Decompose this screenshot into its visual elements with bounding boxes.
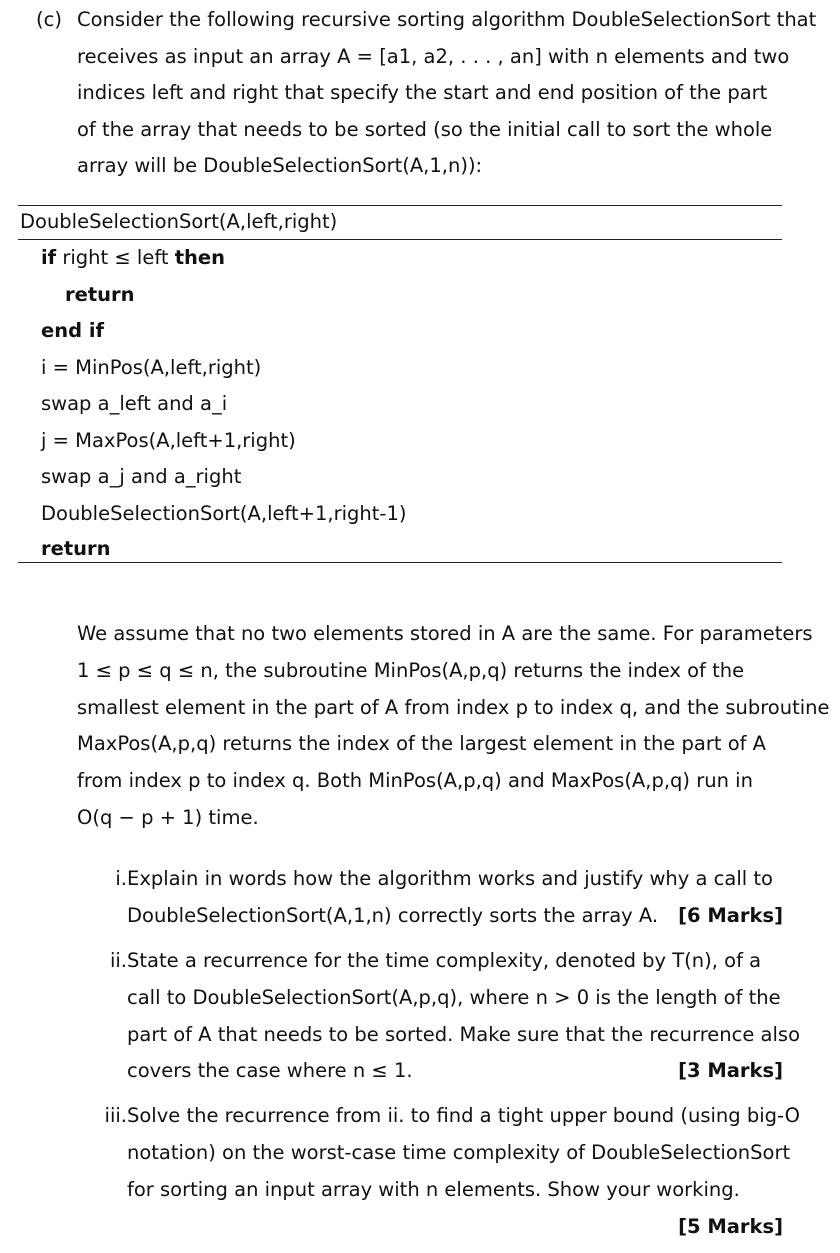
question-line <box>95 979 783 1016</box>
question-line <box>95 942 783 979</box>
paragraph-line: from index p to index q. Both MinPos(A,p,q) and MaxPos(A,p,q) run in <box>77 769 753 793</box>
question-line <box>95 897 783 934</box>
question-text: part of A that needs to be sorted. Make sure that the recurrence also <box>127 1022 801 1046</box>
algo-line-end-if: end if <box>41 319 105 342</box>
algo-line-recursive-call: DoubleSelectionSort(A,left+1,right-1) <box>41 501 407 525</box>
question-text: State a recurrence for the time complexity, denoted by T(n), of a <box>127 948 762 972</box>
question-text: for sorting an input array with n elements. Show your working. <box>127 1178 740 1202</box>
question-text: DoubleSelectionSort(A,1,n) correctly sorts the array A. <box>127 903 659 927</box>
assumption-paragraph <box>77 615 830 836</box>
intro-text: Consider the following recursive sorting algorithm DoubleSelectionSort that <box>77 8 817 31</box>
sub-question-i <box>95 860 783 934</box>
question-line <box>95 1097 800 1134</box>
intro-line: indices left and right that specify the start and end position of the part <box>77 81 768 105</box>
question-text: Solve the recurrence from ii. to find a tight upper bound (using big-O <box>127 1104 800 1128</box>
marks-label: [5 Marks] <box>678 1215 783 1239</box>
intro-line: receives as input an array A = [a1, a2, . . . , an] with n elements and two <box>77 44 790 68</box>
question-number: i. <box>115 867 127 890</box>
sub-question-iii <box>95 1097 800 1245</box>
algorithm-header: DoubleSelectionSort(A,left,right) <box>20 210 338 233</box>
question-intro <box>36 2 817 185</box>
paragraph-line: MaxPos(A,p,q) returns the index of the largest element in the part of A <box>77 732 767 756</box>
question-line <box>95 1134 791 1171</box>
question-line <box>95 860 783 897</box>
question-line <box>95 1052 783 1089</box>
marks-label: [3 Marks] <box>678 1059 783 1083</box>
question-number: ii. <box>109 948 127 972</box>
intro-line: array will be DoubleSelectionSort(A,1,n)): <box>77 154 483 178</box>
keyword-if: if <box>41 246 57 269</box>
paragraph-line: 1 ≤ p ≤ q ≤ n, the subroutine MinPos(A,p,q) returns the index of the <box>77 658 745 682</box>
keyword-then: then <box>174 246 226 269</box>
question-text: Explain in words how the algorithm works and justify why a call to <box>127 867 773 890</box>
question-number: iii. <box>104 1104 127 1128</box>
sub-questions <box>95 860 801 1253</box>
algo-line-minpos: i = MinPos(A,left,right) <box>41 355 262 379</box>
bottom-rule <box>18 562 782 563</box>
paragraph-line: We assume that no two elements stored in A are the same. For parameters <box>77 622 813 645</box>
paragraph-line: O(q − p + 1) time. <box>77 805 259 829</box>
intro-line <box>36 2 817 39</box>
question-line <box>95 1171 783 1208</box>
algorithm-box <box>18 205 782 563</box>
algo-line-return: return <box>41 537 111 560</box>
marks-label: [6 Marks] <box>678 903 783 927</box>
algo-line-if: if right ≤ left then <box>41 246 226 269</box>
sub-question-ii <box>95 942 801 1090</box>
question-text: call to DoubleSelectionSort(A,p,q), where n > 0 is the length of the <box>127 985 781 1009</box>
algo-line-swap-left: swap a_left and a_i <box>41 392 228 415</box>
algo-line-maxpos: j = MaxPos(A,left+1,right) <box>41 428 296 452</box>
question-text: notation) on the worst-case time complexity of DoubleSelectionSort <box>127 1141 791 1165</box>
part-label: (c) <box>36 8 62 31</box>
algo-line-return-inner: return <box>65 282 135 306</box>
intro-line: of the array that needs to be sorted (so the initial call to sort the whole <box>77 117 773 141</box>
paragraph-line: smallest element in the part of A from index p to index q, and the subroutine <box>77 695 830 719</box>
question-line <box>95 1208 783 1245</box>
algo-line-swap-right: swap a_j and a_right <box>41 465 242 488</box>
question-text: covers the case where n ≤ 1. <box>127 1059 413 1083</box>
question-line <box>95 1016 801 1053</box>
